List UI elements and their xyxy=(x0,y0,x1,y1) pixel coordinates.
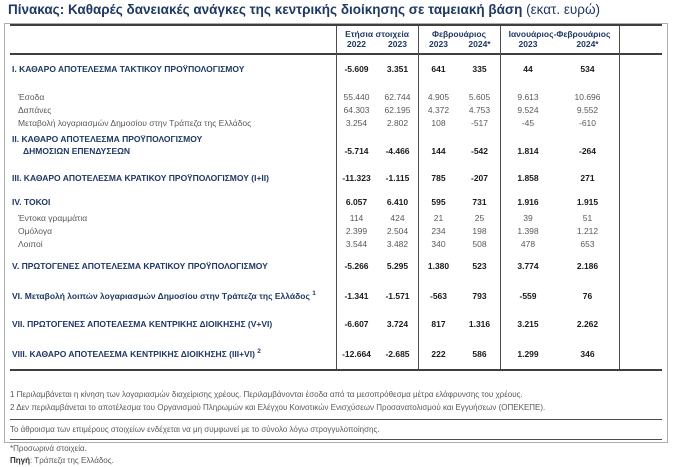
value-cell: 793 xyxy=(472,290,487,301)
source-note xyxy=(10,455,662,467)
column-divider xyxy=(500,26,501,369)
value-cell: 785 xyxy=(431,173,446,183)
value-cell: 55.440 xyxy=(343,92,370,102)
page-title-unit: (εκατ. ευρώ) xyxy=(526,2,601,17)
value-cell: -45 xyxy=(521,118,535,128)
value-cell: -1.115 xyxy=(385,173,410,183)
table-footer xyxy=(10,388,662,467)
value-cell: -1.571 xyxy=(385,290,410,301)
value-cell: 234 xyxy=(431,226,446,236)
row-label xyxy=(10,288,336,302)
column-divider xyxy=(418,26,419,369)
value-cell: 64.303 xyxy=(343,105,370,115)
value-cell: 76 xyxy=(582,290,593,301)
row-label: VII. ΠΡΩΤΟΓΕΝΕΣ ΑΠΟΤΕΛΕΣΜΑ ΚΕΝΤΡΙΚΗΣ ΔΙΟΙΚΗΣΗΣ (V+VI) xyxy=(12,318,273,329)
row-label: I. ΚΑΘΑΡΟ ΑΠΟΤΕΛΕΣΜΑ ΤΑΚΤΙΚΟΥ ΠΡΟΫΠΟΛΟΓΙΣΜΟΥ xyxy=(12,64,245,74)
value-cell: -5.266 xyxy=(344,261,369,271)
value-cell: 1.316 xyxy=(468,318,491,329)
value-cell: 2.399 xyxy=(345,226,368,236)
value-cell: 9.613 xyxy=(517,92,539,102)
value-cell: 10.696 xyxy=(574,92,601,102)
value-cell: 1.915 xyxy=(576,197,599,207)
value-cell: 1.299 xyxy=(517,348,539,359)
value-cell: 340 xyxy=(431,239,446,249)
footnote-1: 1 Περιλαμβάνεται η κίνηση των λογαριασμών διαχείρισης χρέους. Περιλαμβάνονται έσοδα από τα μεσοπρόθεσμα μέτρα ελάφρυνσης του χρέους. xyxy=(10,389,523,399)
header-group-jan-feb: Ιανουάριος-Φεβρουάριος xyxy=(508,29,611,39)
value-cell: -559 xyxy=(519,290,537,301)
value-cell: 1.916 xyxy=(517,197,539,207)
value-cell: -1.341 xyxy=(344,290,369,301)
value-cell: 144 xyxy=(431,146,446,156)
value-cell: 44 xyxy=(523,64,533,74)
value-cell: -207 xyxy=(470,173,488,183)
value-cell: -12.664 xyxy=(342,348,371,359)
value-cell: 3.724 xyxy=(386,318,409,329)
rounding-note: Το άθροισμα των επιμέρους στοιχείων ενδέχεται να μη συμφωνεί με το σύνολο λόγω στρογγυλοποίησης. xyxy=(10,424,380,434)
col-year: 2023 xyxy=(518,39,538,49)
value-cell: 534 xyxy=(580,64,595,74)
value-cell: 2.504 xyxy=(386,226,409,236)
col-year: 2024* xyxy=(468,39,491,49)
value-cell: 335 xyxy=(472,64,487,74)
row-label: Δαπάνες xyxy=(18,105,52,115)
value-cell: -563 xyxy=(429,290,447,301)
value-cell: 222 xyxy=(431,348,446,359)
value-cell: 114 xyxy=(349,213,364,223)
value-cell: -4.466 xyxy=(385,146,410,156)
header-group-february: Φεβρουάριος xyxy=(431,29,487,39)
row-label-line1: II. ΚΑΘΑΡΟ ΑΠΟΤΕΛΕΣΜΑ ΠΡΟΫΠΟΛΟΓΙΣΜΟΥ xyxy=(12,134,203,144)
value-cell: 641 xyxy=(431,64,446,74)
value-cell: 3.544 xyxy=(345,239,368,249)
row-label-line2: ΔΗΜΟΣΙΩΝ ΕΠΕΝΔΥΣΕΩΝ xyxy=(23,146,131,156)
value-cell: 4.753 xyxy=(468,105,491,115)
value-cell: -5.609 xyxy=(344,64,369,74)
row-label xyxy=(10,133,336,157)
col-year: 2022 xyxy=(347,39,366,49)
data-table xyxy=(10,24,662,371)
value-cell: 5.605 xyxy=(468,92,491,102)
row-label: III. ΚΑΘΑΡΟ ΑΠΟΤΕΛΕΣΜΑ ΚΡΑΤΙΚΟΥ ΠΡΟΫΠΟΛΟΓΙΣΜΟΥ (I+II) xyxy=(12,173,269,183)
value-cell: 62.195 xyxy=(384,105,411,115)
footnote-2: 2 Δεν περιλαμβάνεται το αποτέλεσμα του Οργανισμού Πληρωμών και Ελέγχου Κοινοτικών Ενισχύσεων Προσανατολισμού και Εγγυήσεων (ΟΠΕΚΕΠΕ). xyxy=(10,402,546,412)
row-label: Έντοκα γραμμάτια xyxy=(18,213,88,223)
value-cell: -517 xyxy=(470,118,488,128)
value-cell: 424 xyxy=(390,213,405,223)
value-cell: 1.380 xyxy=(427,261,450,271)
provisional-note: *Προσωρινά στοιχεία. xyxy=(10,443,87,453)
value-cell: 346 xyxy=(580,348,595,359)
value-cell: 586 xyxy=(472,348,487,359)
value-cell: -5.714 xyxy=(344,146,369,156)
value-cell: 3.482 xyxy=(386,239,409,249)
col-year: 2024* xyxy=(576,39,599,49)
value-cell: 1.398 xyxy=(517,226,539,236)
value-cell: 3.351 xyxy=(386,64,409,74)
value-cell: 1.814 xyxy=(517,146,539,156)
value-cell: 9.524 xyxy=(517,105,539,115)
row-label: V. ΠΡΩΤΟΓΕΝΕΣ ΑΠΟΤΕΛΕΣΜΑ ΚΡΑΤΙΚΟΥ ΠΡΟΫΠΟΛΟΓΙΣΜΟΥ xyxy=(12,261,268,271)
value-cell: 1.858 xyxy=(517,173,539,183)
value-cell: 198 xyxy=(472,226,487,236)
row-label: Μεταβολή λογαριασμών Δημοσίου στην Τράπεζα της Ελλάδος xyxy=(18,118,252,128)
value-cell: 1.212 xyxy=(576,226,599,236)
page-title xyxy=(8,2,600,17)
value-cell: 9.552 xyxy=(576,105,599,115)
column-divider xyxy=(336,26,337,369)
value-cell: 653 xyxy=(580,239,595,249)
row-label: Έσοδα xyxy=(18,92,45,102)
value-cell: 817 xyxy=(431,318,446,329)
col-year: 2023 xyxy=(429,39,448,49)
footnote-ref-2: 2 xyxy=(257,347,261,355)
row-label-text: VIII. ΚΑΘΑΡΟ ΑΠΟΤΕΛΕΣΜΑ ΚΕΝΤΡΙΚΗΣ ΔΙΟΙΚΗΣΗΣ (III+VI) xyxy=(12,348,255,359)
value-cell: 21 xyxy=(433,213,444,223)
value-cell: 271 xyxy=(580,173,595,183)
value-cell: -610 xyxy=(578,118,596,128)
value-cell: 4.372 xyxy=(427,105,450,115)
value-cell: 523 xyxy=(472,261,487,271)
value-cell: 62.744 xyxy=(384,92,411,102)
row-label: Ομόλογα xyxy=(18,226,53,236)
page-title-text: Πίνακας: Καθαρές δανειακές ανάγκες της κεντρικής διοίκησης σε ταμειακή βάση xyxy=(8,2,523,17)
value-cell: 4.905 xyxy=(427,92,450,102)
value-cell: -2.685 xyxy=(385,348,410,359)
value-cell: 108 xyxy=(431,118,446,128)
row-label xyxy=(10,346,336,360)
value-cell: 595 xyxy=(431,197,446,207)
value-cell: -264 xyxy=(578,146,596,156)
source-text: : Τράπεζα της Ελλάδος. xyxy=(30,455,114,465)
source-label: Πηγή xyxy=(10,455,30,465)
value-cell: 2.802 xyxy=(386,118,409,128)
value-cell: -542 xyxy=(470,146,488,156)
table-container xyxy=(4,23,668,465)
value-cell: 25 xyxy=(474,213,485,223)
value-cell: 508 xyxy=(472,239,487,249)
value-cell: 6.410 xyxy=(386,197,409,207)
row-label: Λοιποί xyxy=(18,239,43,249)
header-group-annual: Ετήσια στοιχεία xyxy=(345,29,409,39)
col-year: 2023 xyxy=(388,39,407,49)
value-cell: 2.262 xyxy=(576,318,599,329)
row-label-text: VI. Μεταβολή λοιπών λογαριασμών Δημοσίου στην Τράπεζα της Ελλάδος xyxy=(12,290,310,301)
column-divider xyxy=(619,26,620,369)
value-cell: -11.323 xyxy=(342,173,371,183)
value-cell: 2.186 xyxy=(576,261,599,271)
value-cell: -6.607 xyxy=(344,318,369,329)
value-cell: 3.774 xyxy=(517,261,539,271)
value-cell: 3.254 xyxy=(345,118,368,128)
value-cell: 6.057 xyxy=(345,197,368,207)
value-cell: 3.215 xyxy=(517,318,539,329)
value-cell: 5.295 xyxy=(386,261,409,271)
value-cell: 731 xyxy=(472,197,487,207)
value-cell: 478 xyxy=(520,239,536,249)
row-label: IV. ΤΟΚΟΙ xyxy=(12,197,51,207)
footnote-ref-1: 1 xyxy=(312,290,316,297)
value-cell: 51 xyxy=(582,213,593,223)
value-cell: 39 xyxy=(523,213,533,223)
